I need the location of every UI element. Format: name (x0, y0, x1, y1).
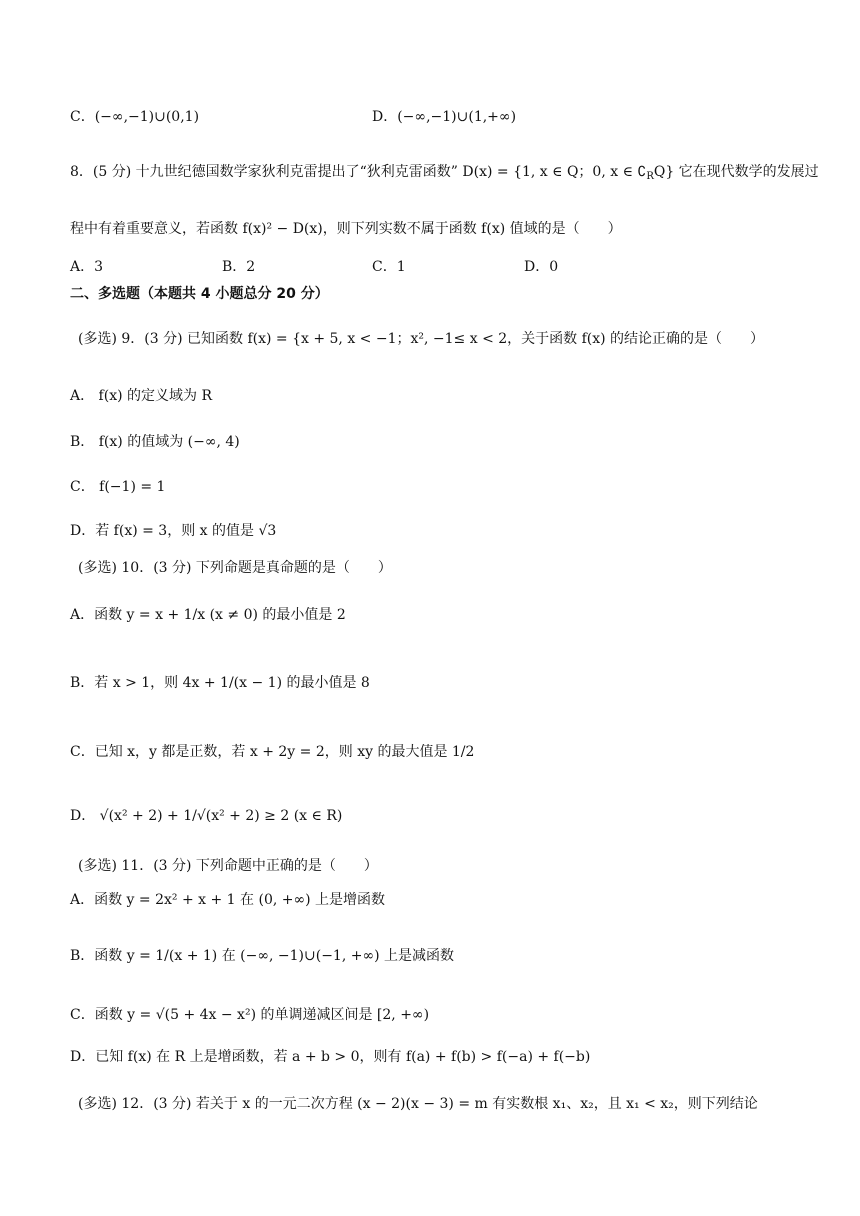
q7-option-c: C．(−∞,−1)∪(0,1) (70, 109, 200, 125)
q10-option-c: C．已知 x，y 都是正数，若 x + 2y = 2，则 xy 的最大值是 1/2 (70, 744, 475, 760)
q11-option-d: D．已知 f(x) 在 R 上是增函数，若 a + b > 0，则有 f(a) + f(b) > f(−a) + f(−b) (70, 1049, 591, 1065)
q8-option-b: B．2 (222, 259, 256, 275)
q9-stem: (多选) 9．(3 分) 已知函数 f(x) = {x + 5, x < −1；x², −1≤ x < 2，关于函数 f(x) 的结论正确的是（ ） (78, 331, 765, 347)
q11-option-c: C．函数 y = √(5 + 4x − x²) 的单调递减区间是 [2, +∞) (70, 1007, 430, 1023)
q8-stem-end: Q} 它在现代数学的发展过 (653, 164, 819, 180)
q8-stem-line1 (70, 162, 819, 187)
q7-option-d: D．(−∞,−1)∪(1,+∞) (372, 109, 517, 125)
q11-option-b: B．函数 y = 1/(x + 1) 在 (−∞, −1)∪(−1, +∞) 上是减函数 (70, 948, 455, 964)
q11-option-a: A．函数 y = 2x² + x + 1 在 (0, +∞) 上是增函数 (70, 892, 386, 908)
q11-stem: (多选) 11．(3 分) 下列命题中正确的是（ ） (78, 858, 378, 874)
q9-option-a: A． f(x) 的定义域为 R (70, 388, 213, 404)
q8-option-d: D．0 (524, 259, 559, 275)
q9-option-d: D．若 f(x) = 3，则 x 的值是 √3 (70, 523, 277, 539)
q8-option-a: A．3 (70, 259, 104, 275)
q8-subscript: R (646, 171, 654, 182)
q9-option-c: C． f(−1) = 1 (70, 479, 166, 495)
q8-stem-text: 8．(5 分) 十九世纪德国数学家狄利克雷提出了“狄利克雷函数” D(x) = {1, x ∈ Q；0, x ∈ ∁ (70, 164, 647, 180)
q12-stem: (多选) 12．(3 分) 若关于 x 的一元二次方程 (x − 2)(x − 3) = m 有实数根 x₁、x₂，且 x₁ < x₂，则下列结论 (78, 1096, 758, 1112)
q10-option-d: D． √(x² + 2) + 1/√(x² + 2) ≥ 2 (x ∈ R) (70, 808, 343, 824)
q10-option-b: B．若 x > 1，则 4x + 1/(x − 1) 的最小值是 8 (70, 675, 370, 691)
q10-stem: (多选) 10．(3 分) 下列命题是真命题的是（ ） (78, 560, 392, 576)
q10-option-a: A．函数 y = x + 1/x (x ≠ 0) 的最小值是 2 (70, 607, 346, 623)
q8-option-c: C．1 (372, 259, 406, 275)
section-heading: 二、多选题（本题共 4 小题总分 20 分） (70, 286, 329, 302)
q9-option-b: B． f(x) 的值域为 (−∞, 4) (70, 434, 240, 450)
q8-stem-line2: 程中有着重要意义，若函数 f(x)² − D(x)，则下列实数不属于函数 f(x) 值域的是（ ） (70, 221, 622, 237)
